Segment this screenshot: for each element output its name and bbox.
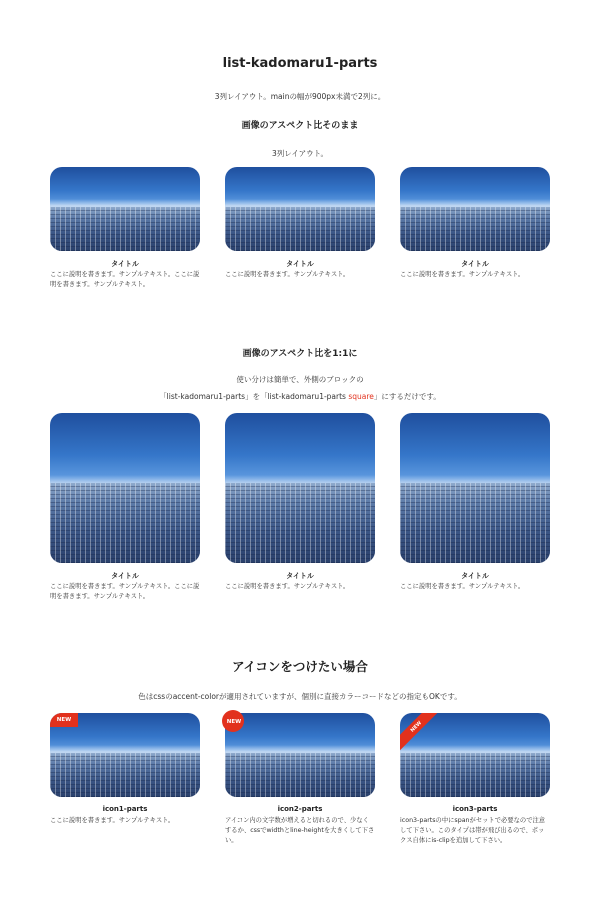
card-description: ここに説明を書きます。サンプルテキスト。ここに説明を書きます。サンプルテキスト。 [50,271,200,288]
card-description: ここに説明を書きます。サンプルテキスト。 [400,583,525,590]
lead-text: 3列レイアウト。mainの幅が900px未満で2列に。 [214,92,386,101]
card-description: icon3-partsの中にspanがセットで必要なので注意して下さい。このタイプは帯が飛び出るので、ボックス自体にis-clipを追加して下さい。 [400,817,546,844]
page-title: list-kadomaru1-parts [222,56,378,71]
card-title: タイトル [111,572,139,580]
section1-heading: 画像のアスペクト比そのまま [241,121,359,131]
section2-line2 [0,391,600,402]
card-image-square[interactable] [400,413,550,563]
card-title: icon1-parts [102,805,148,813]
card-image-square[interactable] [225,413,375,563]
new-badge: NEW [50,713,78,727]
card-description: アイコン内の文字数が増えると切れるので、少なくするか、cssでwidthとline-heightを大きくして下さい。 [225,817,375,844]
card-image-square[interactable] [50,413,200,563]
section1-subtext: 3列レイアウト。 [272,149,328,158]
card-description: ここに説明を書きます。サンプルテキスト。 [50,817,175,824]
card-image-icon2[interactable] [225,713,375,797]
new-badge-circle: NEW [222,710,244,732]
card-image[interactable] [400,167,550,251]
card-image[interactable] [225,167,375,251]
section3-subtext: 色はcssのaccent-colorが適用されていますが、個別に直接カラーコードなどの指定もOKです。 [138,692,462,701]
section2-heading: 画像のアスペクト比を1:1に [242,349,358,359]
card-description: ここに説明を書きます。サンプルテキスト。 [225,271,350,278]
section2-line2-part-b: 」にするだけです。 [373,392,441,401]
card-title: タイトル [111,260,139,268]
card-description: ここに説明を書きます。サンプルテキスト。 [400,271,525,278]
section3-heading: アイコンをつけたい場合 [232,659,368,674]
section2-line2-part-a: 「list-kadomaru1-parts」を「list-kadomaru1-parts [159,392,349,401]
card-image-icon2-wrap [225,713,375,797]
card-title: タイトル [286,572,314,580]
card-title: icon3-parts [452,805,498,813]
card-title: タイトル [461,572,489,580]
new-ribbon: NEW [400,713,441,752]
section2-line1: 使い分けは簡単で、外側のブロックの [236,375,364,384]
card-description: ここに説明を書きます。サンプルテキスト。ここに説明を書きます。サンプルテキスト。 [50,583,200,600]
card-title: タイトル [286,260,314,268]
square-keyword: square [348,392,374,401]
card-image-icon1[interactable] [50,713,200,797]
card-title: タイトル [461,260,489,268]
card-image[interactable] [50,167,200,251]
card-title: icon2-parts [277,805,323,813]
card-image-icon3[interactable] [400,713,550,797]
card-description: ここに説明を書きます。サンプルテキスト。 [225,583,350,590]
